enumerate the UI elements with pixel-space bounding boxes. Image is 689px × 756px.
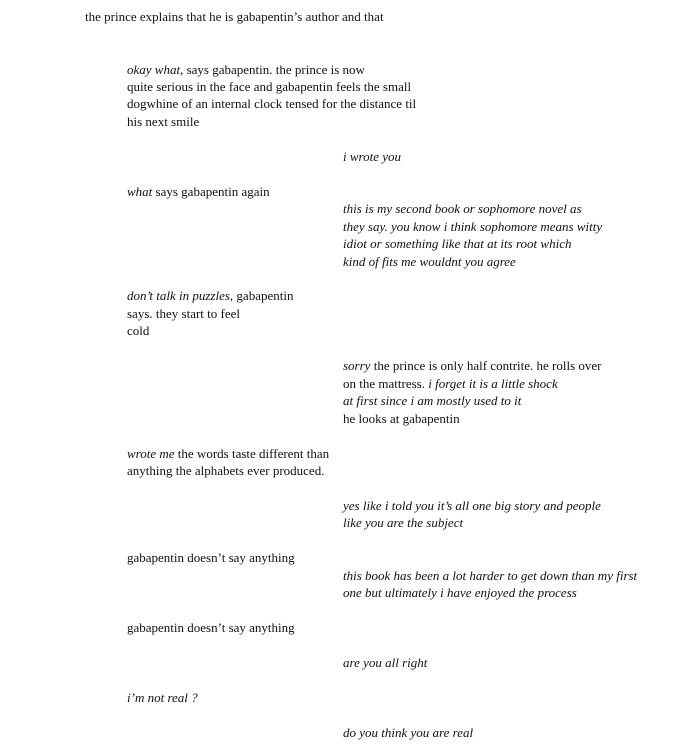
right-block-3-line-3: at first since i am mostly used to it [343, 393, 522, 408]
left-block-3-line-3: cold [127, 323, 150, 338]
right-block-1-line-1: i wrote you [343, 149, 402, 164]
italic-phrase: wrote me [127, 446, 175, 461]
left-block-6-line-1: gabapentin doesn’t say anything [127, 620, 295, 635]
left-block-3-line-2: says. they start to feel [127, 306, 240, 321]
left-block-1-line-4: his next smile [127, 114, 200, 129]
left-block-1-line-1 [127, 61, 365, 78]
right-block-6-line-1: are you all right [343, 655, 428, 670]
left-block-7-line-1: i’m not real ? [127, 690, 198, 705]
left-block-1-line-3: dogwhine of an internal clock tensed for the distance til [127, 96, 417, 111]
left-block-4-line-2: anything the alphabets ever produced. [127, 463, 325, 478]
right-block-3-line-2 [343, 375, 558, 392]
right-block-7-line-1: do you think you are real [343, 725, 474, 740]
left-block-5-line-1: gabapentin doesn’t say anything [127, 550, 295, 565]
right-block-2-line-2: they say. you know i think sophomore means witty [343, 219, 603, 234]
left-block-2-line-1 [127, 183, 270, 200]
italic-phrase: i forget it is a little shock [428, 376, 558, 391]
text: says gabapentin. the prince is now [183, 62, 365, 77]
text: the words taste different than [174, 446, 330, 461]
right-block-4-line-2: like you are the subject [343, 515, 464, 530]
right-block-5-line-2: one but ultimately i have enjoyed the process [343, 585, 577, 600]
right-block-3-line-1 [343, 357, 602, 374]
left-block-1-line-2: quite serious in the face and gabapentin feels the small [127, 79, 412, 94]
italic-phrase: sorry [343, 358, 371, 373]
italic-phrase: what [127, 184, 153, 199]
right-block-3-line-4: he looks at gabapentin [343, 411, 460, 426]
text: gabapentin [233, 288, 294, 303]
intro-line: the prince explains that he is gabapentin’s author and that [85, 9, 384, 24]
right-block-2-line-1: this is my second book or sophomore novel as [343, 201, 582, 216]
text: the prince is only half contrite. he rolls over [370, 358, 602, 373]
text: on the mattress. [343, 376, 429, 391]
italic-phrase: okay what, [127, 62, 184, 77]
italic-phrase: don’t talk in puzzles, [127, 288, 234, 303]
right-block-2-line-4: kind of fits me wouldnt you agree [343, 254, 516, 269]
right-block-4-line-1: yes like i told you it’s all one big story and people [343, 498, 601, 513]
left-block-4-line-1 [127, 445, 329, 462]
left-block-3-line-1 [127, 287, 293, 304]
right-block-5-line-1: this book has been a lot harder to get down than my first [343, 568, 638, 583]
right-block-2-line-3: idiot or something like that at its root which [343, 236, 572, 251]
text: says gabapentin again [152, 184, 270, 199]
